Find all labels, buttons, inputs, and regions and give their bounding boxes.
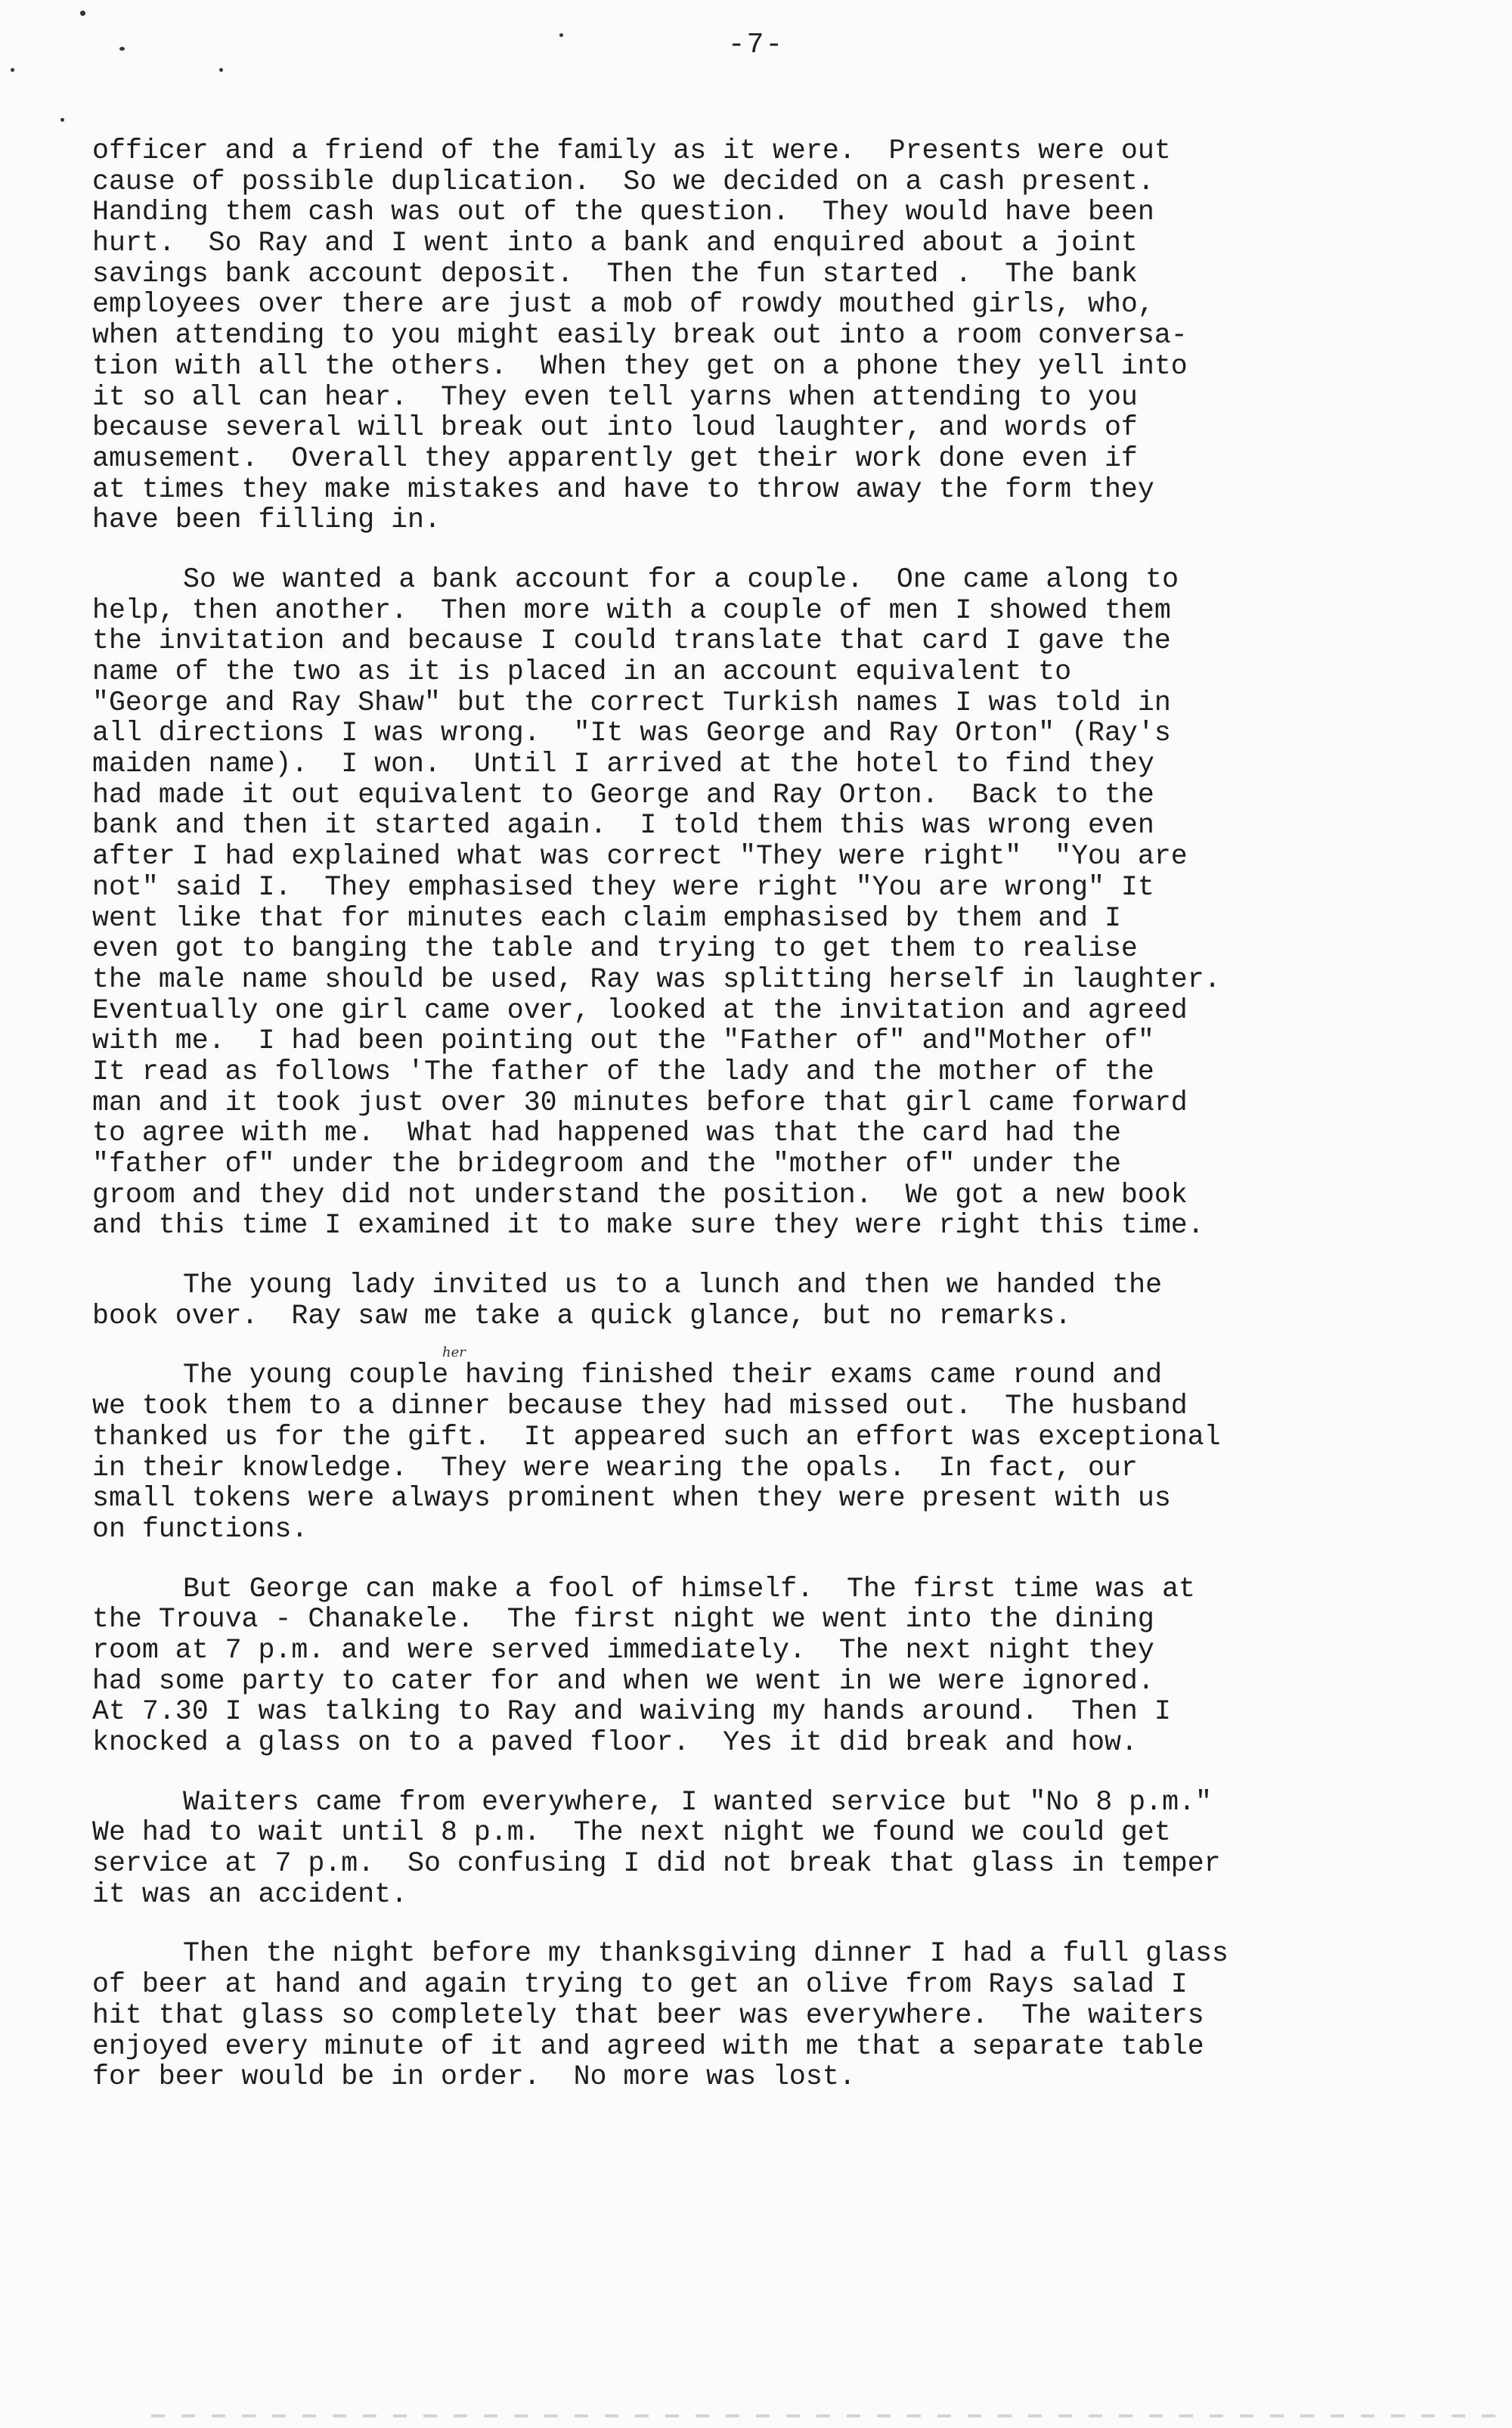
text-line: bank and then it started again. I told them this was wrong even	[92, 810, 1154, 842]
text-line: small tokens were always prominent when they were present with us	[92, 1483, 1171, 1515]
text-line: we took them to a dinner because they had missed out. The husband	[92, 1391, 1188, 1422]
text-line: even got to banging the table and trying to get them to realise	[92, 933, 1138, 965]
handwritten-correction: her	[442, 1344, 466, 1360]
text-line: knocked a glass on to a paved floor. Yes it did break and how.	[92, 1727, 1138, 1758]
text-line: the invitation and because I could translate that card I gave the	[92, 625, 1171, 657]
text-line: the Trouva - Chanakele. The first night we went into the dining	[92, 1604, 1154, 1636]
text-line: cause of possible duplication. So we decided on a cash present.	[92, 166, 1154, 197]
paragraph	[92, 1939, 1370, 2092]
text-line: for beer would be in order. No more was lost.	[92, 2061, 856, 2093]
text-line: room at 7 p.m. and were served immediately. The next night they	[92, 1634, 1154, 1666]
text-line: had made it out equivalent to George and Ray Orton. Back to the	[92, 779, 1154, 811]
paragraph	[92, 1270, 1370, 1332]
page-number: -7-	[727, 29, 785, 61]
text-line: in their knowledge. They were wearing the opals. In fact, our	[92, 1452, 1138, 1484]
paragraph	[92, 1574, 1370, 1759]
scan-edge-artifact	[151, 2414, 1497, 2417]
text-line: after I had explained what was correct "They were right" "You are	[92, 841, 1188, 873]
paragraph	[92, 565, 1370, 1242]
paragraph	[92, 136, 1370, 536]
text-line: help, then another. Then more with a couple of men I showed them	[92, 594, 1171, 626]
text-line: thanked us for the gift. It appeared such an effort was exceptional	[92, 1421, 1221, 1453]
text-line: At 7.30 I was talking to Ray and waiving my hands around. Then I	[92, 1696, 1171, 1728]
scan-speck	[219, 68, 223, 72]
text-line: amusement. Overall they apparently get their work done even if	[92, 442, 1138, 474]
text-line: We had to wait until 8 p.m. The next night we found we could get	[92, 1817, 1171, 1849]
text-line: enjoyed every minute of it and agreed with me that a separate table	[92, 2030, 1204, 2062]
text-line: when attending to you might easily break out into a room conversa-	[92, 320, 1188, 352]
text-line: Then the night before my thanksgiving dinner I had a full glass	[183, 1938, 1228, 1970]
text-line: Handing them cash was out of the question. They would have been	[92, 197, 1154, 228]
text-line: hit that glass so completely that beer was everywhere. The waiters	[92, 1999, 1204, 2031]
document-body	[92, 136, 1370, 2122]
text-line: It read as follows 'The father of the lady and the mother of the	[92, 1056, 1154, 1087]
text-line: on functions.	[92, 1513, 308, 1545]
scan-speck	[11, 68, 14, 72]
text-line: service at 7 p.m. So confusing I did not break that glass in temper	[92, 1848, 1221, 1880]
text-line: not" said I. They emphasised they were right "You are wrong" It	[92, 871, 1154, 903]
paragraph	[92, 1360, 1370, 1545]
text-line: "father of" under the bridegroom and the "mother of" under the	[92, 1149, 1121, 1180]
text-line: Waiters came from everywhere, I wanted service but "No 8 p.m."	[183, 1786, 1212, 1818]
paragraph	[92, 1788, 1370, 1911]
text-line: to agree with me. What had happened was that the card had the	[92, 1118, 1121, 1149]
text-line: name of the two as it is placed in an account equivalent to	[92, 656, 1072, 687]
text-line: it was an accident.	[92, 1878, 408, 1910]
text-line: it so all can hear. They even tell yarns when attending to you	[92, 381, 1138, 413]
text-line: of beer at hand and again trying to get an olive from Rays salad I	[92, 1969, 1188, 2001]
text-line: groom and they did not understand the position. We got a new book	[92, 1179, 1188, 1211]
text-line: went like that for minutes each claim emphasised by them and I	[92, 902, 1121, 934]
text-line: the male name should be used, Ray was splitting herself in laughter.	[92, 963, 1221, 995]
text-line: The young lady invited us to a lunch and then we handed the	[183, 1270, 1163, 1301]
text-line: The young couple having finished their exams came round and	[183, 1360, 1163, 1391]
text-line: all directions I was wrong. "It was George and Ray Orton" (Ray's	[92, 718, 1171, 749]
text-line: But George can make a fool of himself. The first time was at	[183, 1573, 1195, 1605]
text-line: have been filling in.	[92, 504, 441, 536]
text-line: man and it took just over 30 minutes before that girl came forward	[92, 1087, 1188, 1118]
text-line: savings bank account deposit. Then the fun started . The bank	[92, 258, 1138, 290]
text-line: had some party to cater for and when we went in we were ignored.	[92, 1665, 1154, 1697]
text-line: and this time I examined it to make sure they were right this time.	[92, 1210, 1204, 1242]
text-line: officer and a friend of the family as it were. Presents were out	[92, 135, 1171, 166]
text-line: tion with all the others. When they get on a phone they yell into	[92, 350, 1188, 382]
scan-speck	[80, 11, 85, 16]
text-line: Eventually one girl came over, looked at the invitation and agreed	[92, 994, 1188, 1026]
text-line: maiden name). I won. Until I arrived at the hotel to find they	[92, 749, 1154, 780]
text-line: with me. I had been pointing out the "Father of" and"Mother of"	[92, 1025, 1154, 1057]
text-line: at times they make mistakes and have to throw away the form they	[92, 473, 1154, 505]
text-line: book over. Ray saw me take a quick glance, but no remarks.	[92, 1300, 1072, 1332]
scan-speck	[60, 118, 64, 122]
text-line: hurt. So Ray and I went into a bank and enquired about a joint	[92, 228, 1138, 259]
text-line: So we wanted a bank account for a couple. One came along to	[183, 563, 1179, 595]
text-line: "George and Ray Shaw" but the correct Turkish names I was told in	[92, 687, 1171, 718]
text-line: because several will break out into loud laughter, and words of	[92, 412, 1138, 444]
text-line: employees over there are just a mob of rowdy mouthed girls, who,	[92, 289, 1154, 321]
